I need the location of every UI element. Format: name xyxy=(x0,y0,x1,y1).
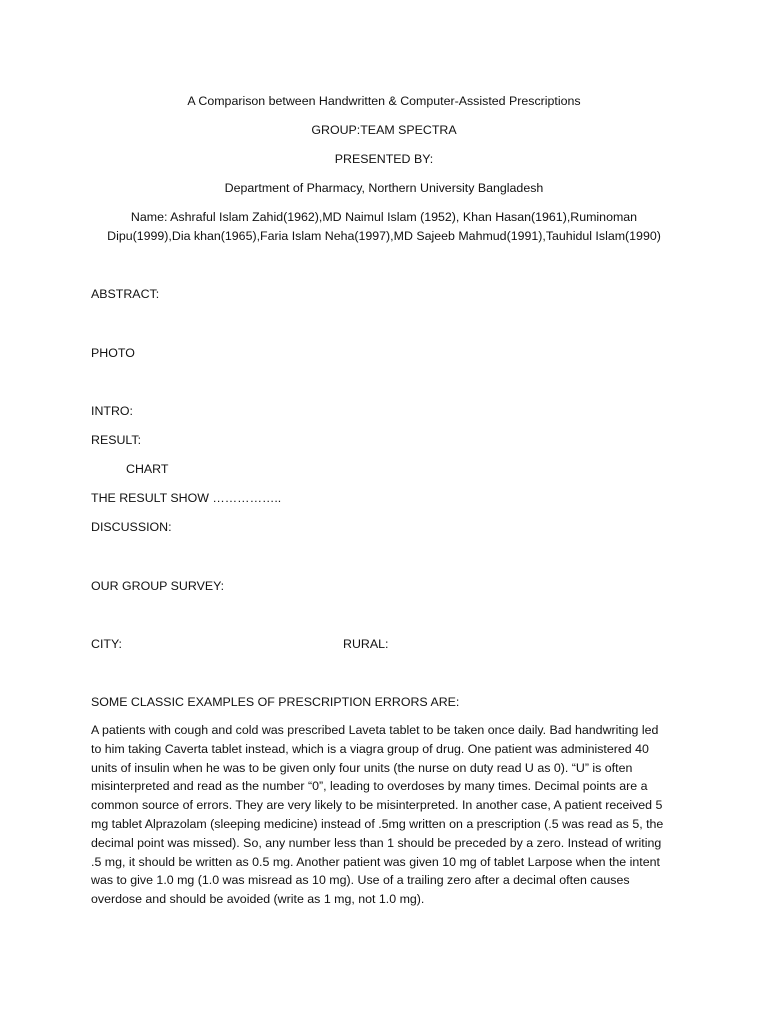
city-label: CITY: xyxy=(91,637,122,651)
department-line: Department of Pharmacy, Northern University Bangladesh xyxy=(224,181,544,195)
group-name: GROUP:TEAM SPECTRA xyxy=(311,123,457,137)
photo-heading: PHOTO xyxy=(91,346,135,360)
result-show-line: THE RESULT SHOW …………….. xyxy=(91,491,282,505)
discussion-heading: DISCUSSION: xyxy=(91,520,172,534)
authors-line-1: Name: Ashraful Islam Zahid(1962),MD Naimul Islam (1952), Khan Hasan(1961),Ruminoman xyxy=(130,210,638,224)
examples-heading: SOME CLASSIC EXAMPLES OF PRESCRIPTION ERRORS ARE: xyxy=(91,695,460,709)
result-heading: RESULT: xyxy=(91,433,142,447)
intro-heading: INTRO: xyxy=(91,404,133,418)
examples-paragraph: A patients with cough and cold was prescribed Laveta tablet to be taken once daily. Bad handwriting led to him taking Caverta tablet instead, which is a viagra group of drug. One patient was administered 40 units of insulin when he was to be given only four units (the nurse on duty read U as 0). “U” is often misinterpreted and read as the number “0”, leading to overdoses by many times. Decimal points are a common source of errors. They are very likely to be misinterpreted. In another case, A patient received 5 mg tablet Alprazolam (sleeping medicine) instead of .5mg written on a prescription (.5 was read as 5, the decimal point was missed). So, any number less than 1 should be preceded by a zero. Instead of writing .5 mg, it should be written as 0.5 mg. Another patient was given 10 mg of tablet Larpose when the intent was to give 1.0 mg (1.0 was misread as 10 mg). Use of a trailing zero after a decimal often causes overdose and should be avoided (write as 1 mg, not 1.0 mg). xyxy=(91,723,664,907)
authors-line-2: Dipu(1999),Dia khan(1965),Faria Islam Neha(1997),MD Sajeeb Mahmud(1991),Tauhidul Islam(1990) xyxy=(107,229,661,243)
abstract-heading: ABSTRACT: xyxy=(91,287,160,301)
rural-label: RURAL: xyxy=(343,637,389,651)
chart-label: CHART xyxy=(126,462,169,476)
group-survey-heading: OUR GROUP SURVEY: xyxy=(91,579,225,593)
presented-by-label: PRESENTED BY: xyxy=(334,152,434,166)
document-title: A Comparison between Handwritten & Computer-Assisted Prescriptions xyxy=(187,94,581,108)
